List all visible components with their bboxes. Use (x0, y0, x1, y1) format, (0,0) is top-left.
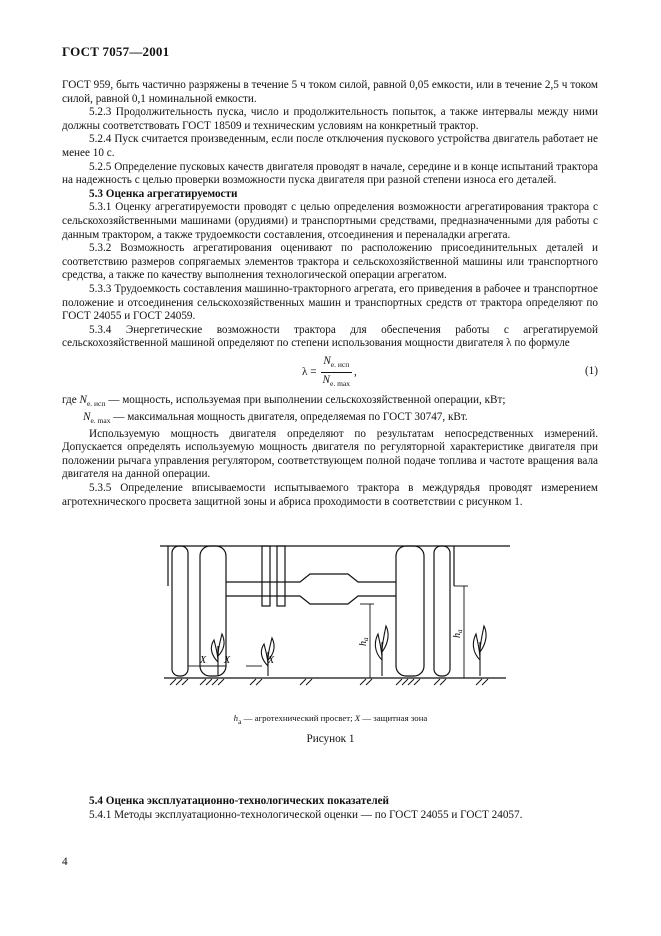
numerator-subscript: е. исп (330, 359, 350, 369)
axle-top (226, 574, 396, 582)
figure-caption: Рисунок 1 (306, 733, 355, 745)
wheel-right-inner (396, 546, 424, 676)
label-x-1: X (200, 655, 207, 666)
paragraph-5-2-4: 5.2.4 Пуск считается произведенным, если после отключения пускового устройства двигатель работает не менее 10 с. (62, 133, 598, 159)
where-subscript-2: е. max (90, 415, 111, 425)
where-subscript-1: е. исп (86, 399, 106, 409)
ground-hatching (170, 679, 488, 685)
paragraph-5-2-3: 5.2.3 Продолжительность пуска, число и продолжительность попыток, а также интервалы между ними должны соответствовать ГОСТ 18509 и техническим условиям на конкретный трактор. (62, 106, 598, 132)
plant-1 (211, 634, 224, 676)
where-line-2 (62, 411, 598, 428)
where-symbol-1: N (79, 393, 87, 406)
axle-bottom (226, 596, 396, 604)
formula-denominator (321, 373, 352, 391)
legend-h-subscript: a (238, 716, 242, 726)
wheel-right-outer (434, 546, 450, 676)
where-line-1 (62, 394, 598, 411)
where-text-2: — максимальная мощность двигателя, определяемая по ГОСТ 30747, кВт. (110, 410, 468, 423)
label-x-2: X (224, 655, 231, 666)
wheel-left-outer (172, 546, 188, 676)
plant-3 (375, 626, 388, 676)
numerator-symbol: N (323, 354, 331, 367)
section-heading-5-3: 5.3 Оценка агрегатируемости (89, 187, 238, 200)
center-pillar-left (262, 546, 270, 606)
paragraph-5-3-1: 5.3.1 Оценку агрегатируемости проводят с целью определения возможности агрегатирования трактора с сельскохозяйственными машинами (орудиями) и транспортными средствами, предназначенными для работы с данным трактором, а также трудоемкости составления, отсоединения и переналадки агрегата. (62, 201, 598, 241)
paragraph-continuation: ГОСТ 959, быть частично разряжены в течение 5 ч током силой, равной 0,05 емкости, или в течение 2,5 ч током силой, равной 0,1 номинальной емкости. (62, 79, 598, 105)
document-header: ГОСТ 7057—2001 (62, 44, 170, 59)
paragraph-5-3-5: 5.3.5 Определение вписываемости испытываемого трактора в междурядья проводят измерением агротехнического просвета защитной зоны и абриса проходимости в соответствии с рисунком 1. (62, 481, 598, 508)
denominator-symbol: N (322, 374, 330, 387)
where-text-1: — мощность, используемая при выполнении сельскохозяйственной операции, кВт; (105, 393, 506, 406)
section-heading-5-4: 5.4 Оценка эксплуатационно-технологических показателей (89, 795, 390, 807)
paragraph-5-3-4: 5.3.4 Энергетические возможности трактора для обеспечения работы с агрегатируемой сельскохозяйственной машиной определяют по степени использования мощности двигателя λ по формуле (62, 323, 598, 350)
label-h-2: $h_a$ (452, 629, 464, 638)
formula-1 (62, 355, 598, 391)
where-symbol-2: N (83, 410, 91, 423)
legend-h-symbol: h (233, 713, 239, 723)
paragraph-5-4-1: 5.4.1 Методы эксплуатационно-технологической оценки — по ГОСТ 24055 и ГОСТ 24057. (89, 808, 523, 821)
figure-legend (0, 713, 661, 726)
legend-text-2: — защитная зона (360, 713, 428, 723)
denominator-subscript: е. max (330, 379, 350, 389)
formula-lhs: λ = (302, 366, 317, 379)
formula-number: (1) (584, 364, 598, 377)
where-prefix: где (62, 393, 80, 406)
legend-x-symbol: X (354, 713, 361, 723)
label-h-1: $h_a$ (358, 637, 370, 646)
formula-fraction (321, 355, 352, 392)
center-pillar-right (277, 546, 285, 606)
plant-4 (473, 626, 486, 676)
plants (211, 626, 486, 676)
paragraph-5-2-5: 5.2.5 Определение пусковых качеств двигателя проводят в начале, середине и в конце испытаний трактора на надежность с целью проверки возможности пуска двигателя при разной степени износа его деталей. (62, 160, 598, 187)
figure-1-tractor-clearance-diagram (160, 542, 510, 702)
main-text (62, 79, 598, 509)
paragraph-used-power: Используемую мощность двигателя определяют по результатам непосредственных измерений. Допускается определять используемую мощность двигателя по регуляторной характеристике двигателя при положении рычага управления регулятором, соответствующем полной подаче топлива и частоте вращения вала двигателя на данной операции. (62, 427, 598, 481)
formula-comma: , (354, 366, 357, 379)
formula-expression (302, 355, 357, 391)
paragraph-5-3-3: 5.3.3 Трудоемкость составления машинно-тракторного агрегата, его приведения в рабочее и транспортное положение и отсоединения сельскохозяйственных машин и транспортных средств от трактора определяют по ГОСТ 24055 и ГОСТ 24059. (62, 282, 598, 323)
paragraph-5-3-2: 5.3.2 Возможность агрегатирования оценивают по расположению присоединительных деталей и соответствию размеров сопрягаемых элементов трактора и сельскохозяйственной машины или транспортного средства, а также по качеству выполнения технологической операции агрегатом. (62, 242, 598, 282)
label-x-3: X (268, 655, 275, 666)
formula-numerator (321, 355, 352, 374)
page-number: 4 (62, 856, 68, 868)
legend-text-1: — агротехнический просвет; (241, 713, 355, 723)
section-5-4 (62, 795, 598, 822)
